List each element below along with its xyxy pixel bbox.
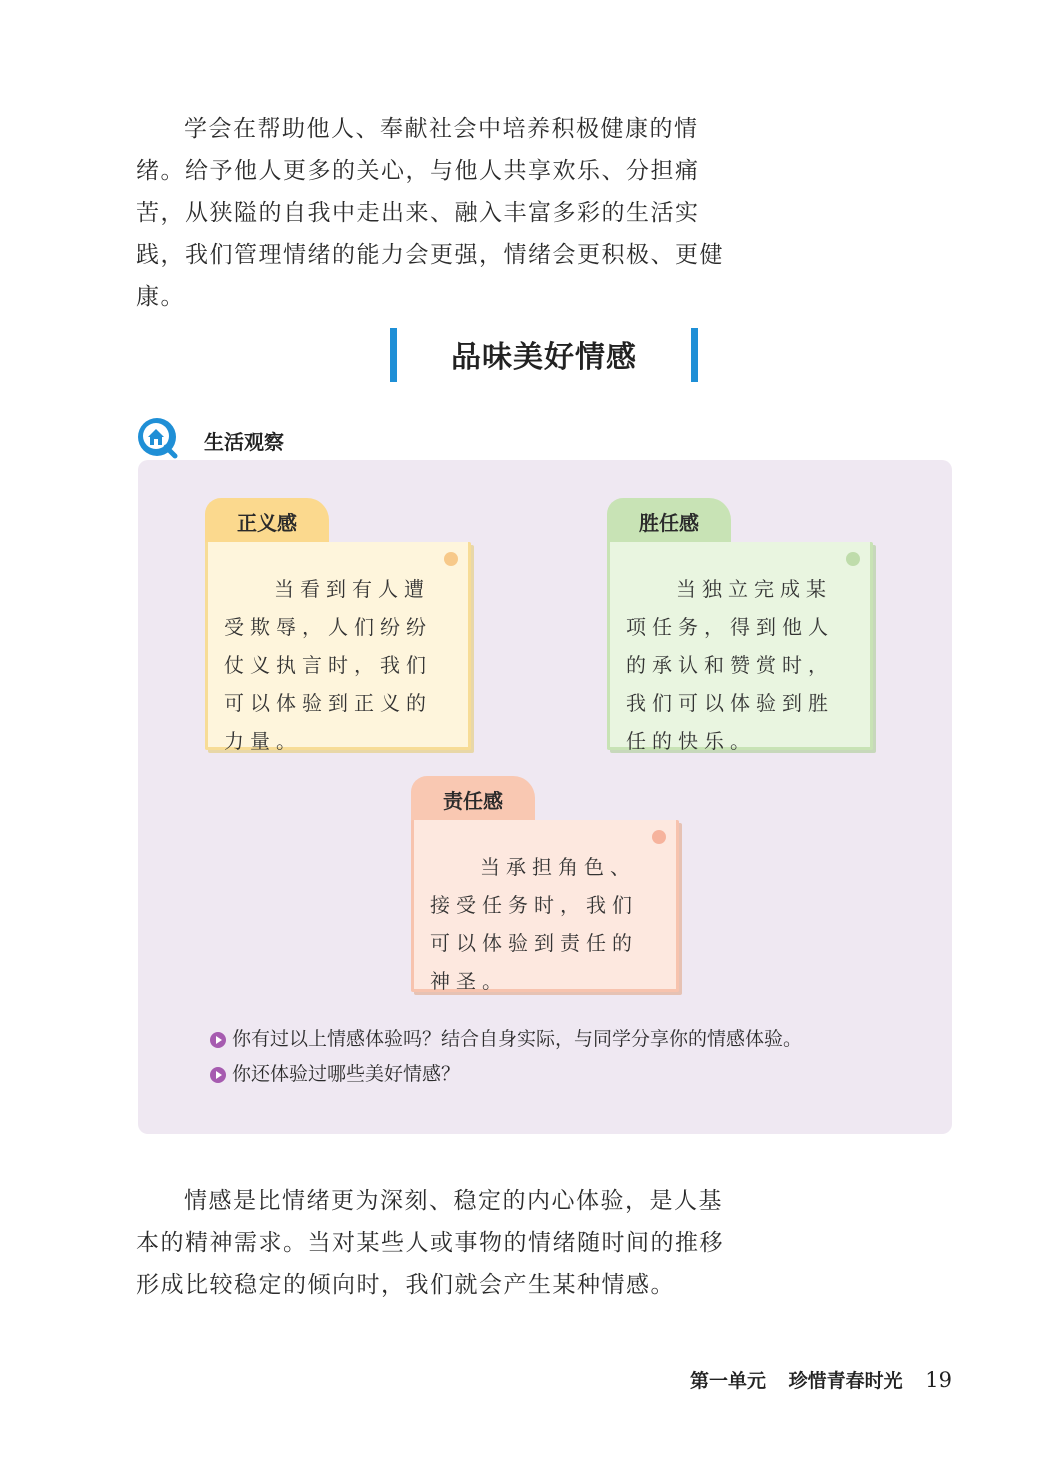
play-bullet-icon xyxy=(210,1032,226,1048)
card-competence-note xyxy=(607,542,873,753)
card-competence-title: 胜任感 xyxy=(607,498,731,546)
question-item xyxy=(210,1057,930,1092)
intro-paragraph-text: 学会在帮助他人、奉献社会中培养积极健康的情绪。给予他人更多的关心，与他人共享欢乐、分担痛苦，从狭隘的自我中走出来、融入丰富多彩的生活实践，我们管理情绪的能力会更强，情绪会更积极、更健康。 xyxy=(136,116,724,310)
note-pin-icon xyxy=(652,830,666,844)
card-justice-title: 正义感 xyxy=(205,498,329,546)
intro-paragraph xyxy=(136,108,742,318)
note-pin-icon xyxy=(846,552,860,566)
heading-bar-right xyxy=(691,328,698,382)
section-heading xyxy=(390,328,698,382)
card-responsibility-text: 当承担角色、接受任务时，我们可以体验到责任的神圣。 xyxy=(430,855,638,993)
card-responsibility-title: 责任感 xyxy=(411,776,535,824)
body-paragraph xyxy=(136,1180,742,1306)
card-competence-text: 当独立完成某项任务，得到他人的承认和赞赏时，我们可以体验到胜任的快乐。 xyxy=(626,577,834,753)
question-text: 你有过以上情感体验吗？结合自身实际，与同学分享你的情感体验。 xyxy=(232,1028,803,1050)
page-number: 19 xyxy=(925,1368,952,1392)
page-footer xyxy=(674,1366,952,1393)
card-justice-text: 当看到有人遭受欺辱，人们纷纷仗义执言时，我们可以体验到正义的力量。 xyxy=(224,577,432,753)
magnifier-house-icon xyxy=(136,416,180,460)
body-paragraph-text: 情感是比情绪更为深刻、稳定的内心体验，是人基本的精神需求。当对某些人或事物的情绪随时间的推移形成比较稳定的倾向时，我们就会产生某种情感。 xyxy=(136,1188,724,1298)
question-list xyxy=(210,1022,930,1092)
card-justice-note xyxy=(205,542,471,753)
footer-unit: 第一单元 xyxy=(689,1370,766,1392)
footer-chapter: 珍惜青春时光 xyxy=(788,1370,903,1392)
question-item xyxy=(210,1022,930,1057)
note-pin-icon xyxy=(444,552,458,566)
play-bullet-icon xyxy=(210,1067,226,1083)
card-responsibility-note xyxy=(411,820,679,992)
observation-label: 生活观察 xyxy=(204,430,284,454)
section-title: 品味美好情感 xyxy=(451,340,637,375)
question-text: 你还体验过哪些美好情感？ xyxy=(232,1063,461,1085)
